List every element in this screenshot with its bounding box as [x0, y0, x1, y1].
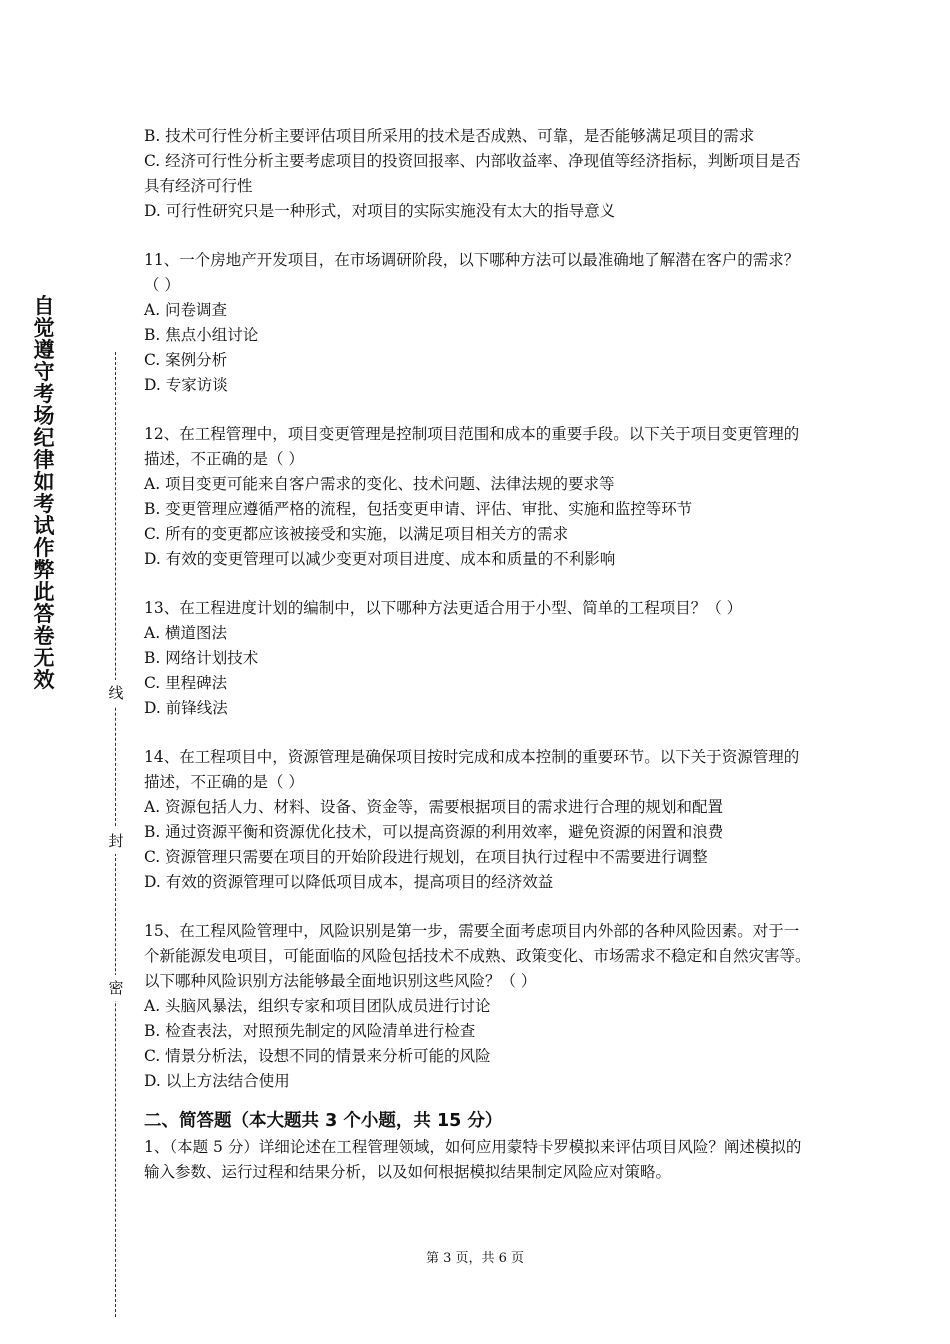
page-number: 第 3 页，共 6 页: [425, 1251, 525, 1266]
binding-label-secret: 密: [107, 975, 125, 1001]
q15-option-d: D. 以上方法结合使用: [144, 1072, 290, 1090]
q12-option-c: C. 所有的变更都应该被接受和实施，以满足项目相关方的需求: [144, 525, 569, 543]
binding-label-seal: 封: [107, 828, 125, 854]
q10-option-d: D. 可行性研究只是一种形式，对项目的实际实施没有太大的指导意义: [144, 202, 616, 220]
q11-option-d: D. 专家访谈: [144, 376, 228, 394]
q12-option-b: B. 变更管理应遵循严格的流程，包括变更申请、评估、审批、实施和监控等环节: [144, 500, 693, 518]
exam-content: [144, 124, 812, 1185]
q14-option-b: B. 通过资源平衡和资源优化技术，可以提高资源的利用效率，避免资源的闲置和浪费: [144, 823, 724, 841]
q13-option-c: C. 里程碑法: [144, 674, 228, 692]
binding-label-line: 线: [107, 680, 125, 706]
q10-option-b: B. 技术可行性分析主要评估项目所采用的技术是否成熟、可靠，是否能够满足项目的需求: [144, 127, 755, 145]
q11-option-c: C. 案例分析: [144, 351, 228, 369]
q15-option-b: B. 检查表法，对照预先制定的风险清单进行检查: [144, 1022, 476, 1040]
q12-option-a: A. 项目变更可能来自客户需求的变化、技术问题、法律法规的要求等: [144, 475, 615, 493]
question-10-options: [144, 124, 812, 224]
section-2-question-1: 1、（本题 5 分）详细论述在工程管理领域，如何应用蒙特卡罗模拟来评估项目风险？阐述模拟的输入参数、运行过程和结果分析，以及如何根据模拟结果制定风险应对策略。: [144, 1138, 802, 1181]
q11-option-b: B. 焦点小组讨论: [144, 326, 259, 344]
question-12: [144, 422, 812, 572]
question-11: [144, 248, 812, 398]
q15-stem: 15、在工程风险管理中，风险识别是第一步，需要全面考虑项目内外部的各种风险因素。对于一个新能源发电项目，可能面临的风险包括技术不成熟、政策变化、市场需求不稳定和自然灾害等。以下哪种风险识别方法能够最全面地识别这些风险？（ ）: [144, 922, 811, 990]
q14-option-d: D. 有效的资源管理可以降低项目成本，提高项目的经济效益: [144, 873, 554, 891]
question-15: [144, 919, 812, 1094]
q10-option-c: C. 经济可行性分析主要考虑项目的投资回报率、内部收益率、净现值等经济指标，判断项目是否具有经济可行性: [144, 152, 801, 195]
q15-option-a: A. 头脑风暴法，组织专家和项目团队成员进行讨论: [144, 997, 491, 1015]
q15-option-c: C. 情景分析法，设想不同的情景来分析可能的风险: [144, 1047, 491, 1065]
q11-option-a: A. 问卷调查: [144, 301, 228, 319]
question-13: [144, 596, 812, 721]
q14-option-c: C. 资源管理只需要在项目的开始阶段进行规划，在项目执行过程中不需要进行调整: [144, 848, 708, 866]
q12-stem: 12、在工程管理中，项目变更管理是控制项目范围和成本的重要手段。以下关于项目变更管理的描述，不正确的是（ ）: [144, 425, 800, 468]
q11-stem: 11、一个房地产开发项目，在市场调研阶段，以下哪种方法可以最准确地了解潜在客户的需求？（ ）: [144, 251, 800, 294]
exam-discipline-warning: 自觉遵守考场纪律如考试作弊此答卷无效: [33, 294, 55, 692]
q13-option-b: B. 网络计划技术: [144, 649, 259, 667]
q13-option-d: D. 前锋线法: [144, 699, 228, 717]
q12-option-d: D. 有效的变更管理可以减少变更对项目进度、成本和质量的不利影响: [144, 550, 616, 568]
q14-option-a: A. 资源包括人力、材料、设备、资金等，需要根据项目的需求进行合理的规划和配置: [144, 798, 724, 816]
section-2-title: 二、简答题（本大题共 3 个小题，共 15 分）: [144, 1111, 503, 1131]
q14-stem: 14、在工程项目中，资源管理是确保项目按时完成和成本控制的重要环节。以下关于资源管理的描述，不正确的是（ ）: [144, 748, 800, 791]
q13-stem: 13、在工程进度计划的编制中，以下哪种方法更适合用于小型、简单的工程项目？（ ）: [144, 599, 743, 617]
q13-option-a: A. 横道图法: [144, 624, 228, 642]
question-14: [144, 745, 812, 895]
